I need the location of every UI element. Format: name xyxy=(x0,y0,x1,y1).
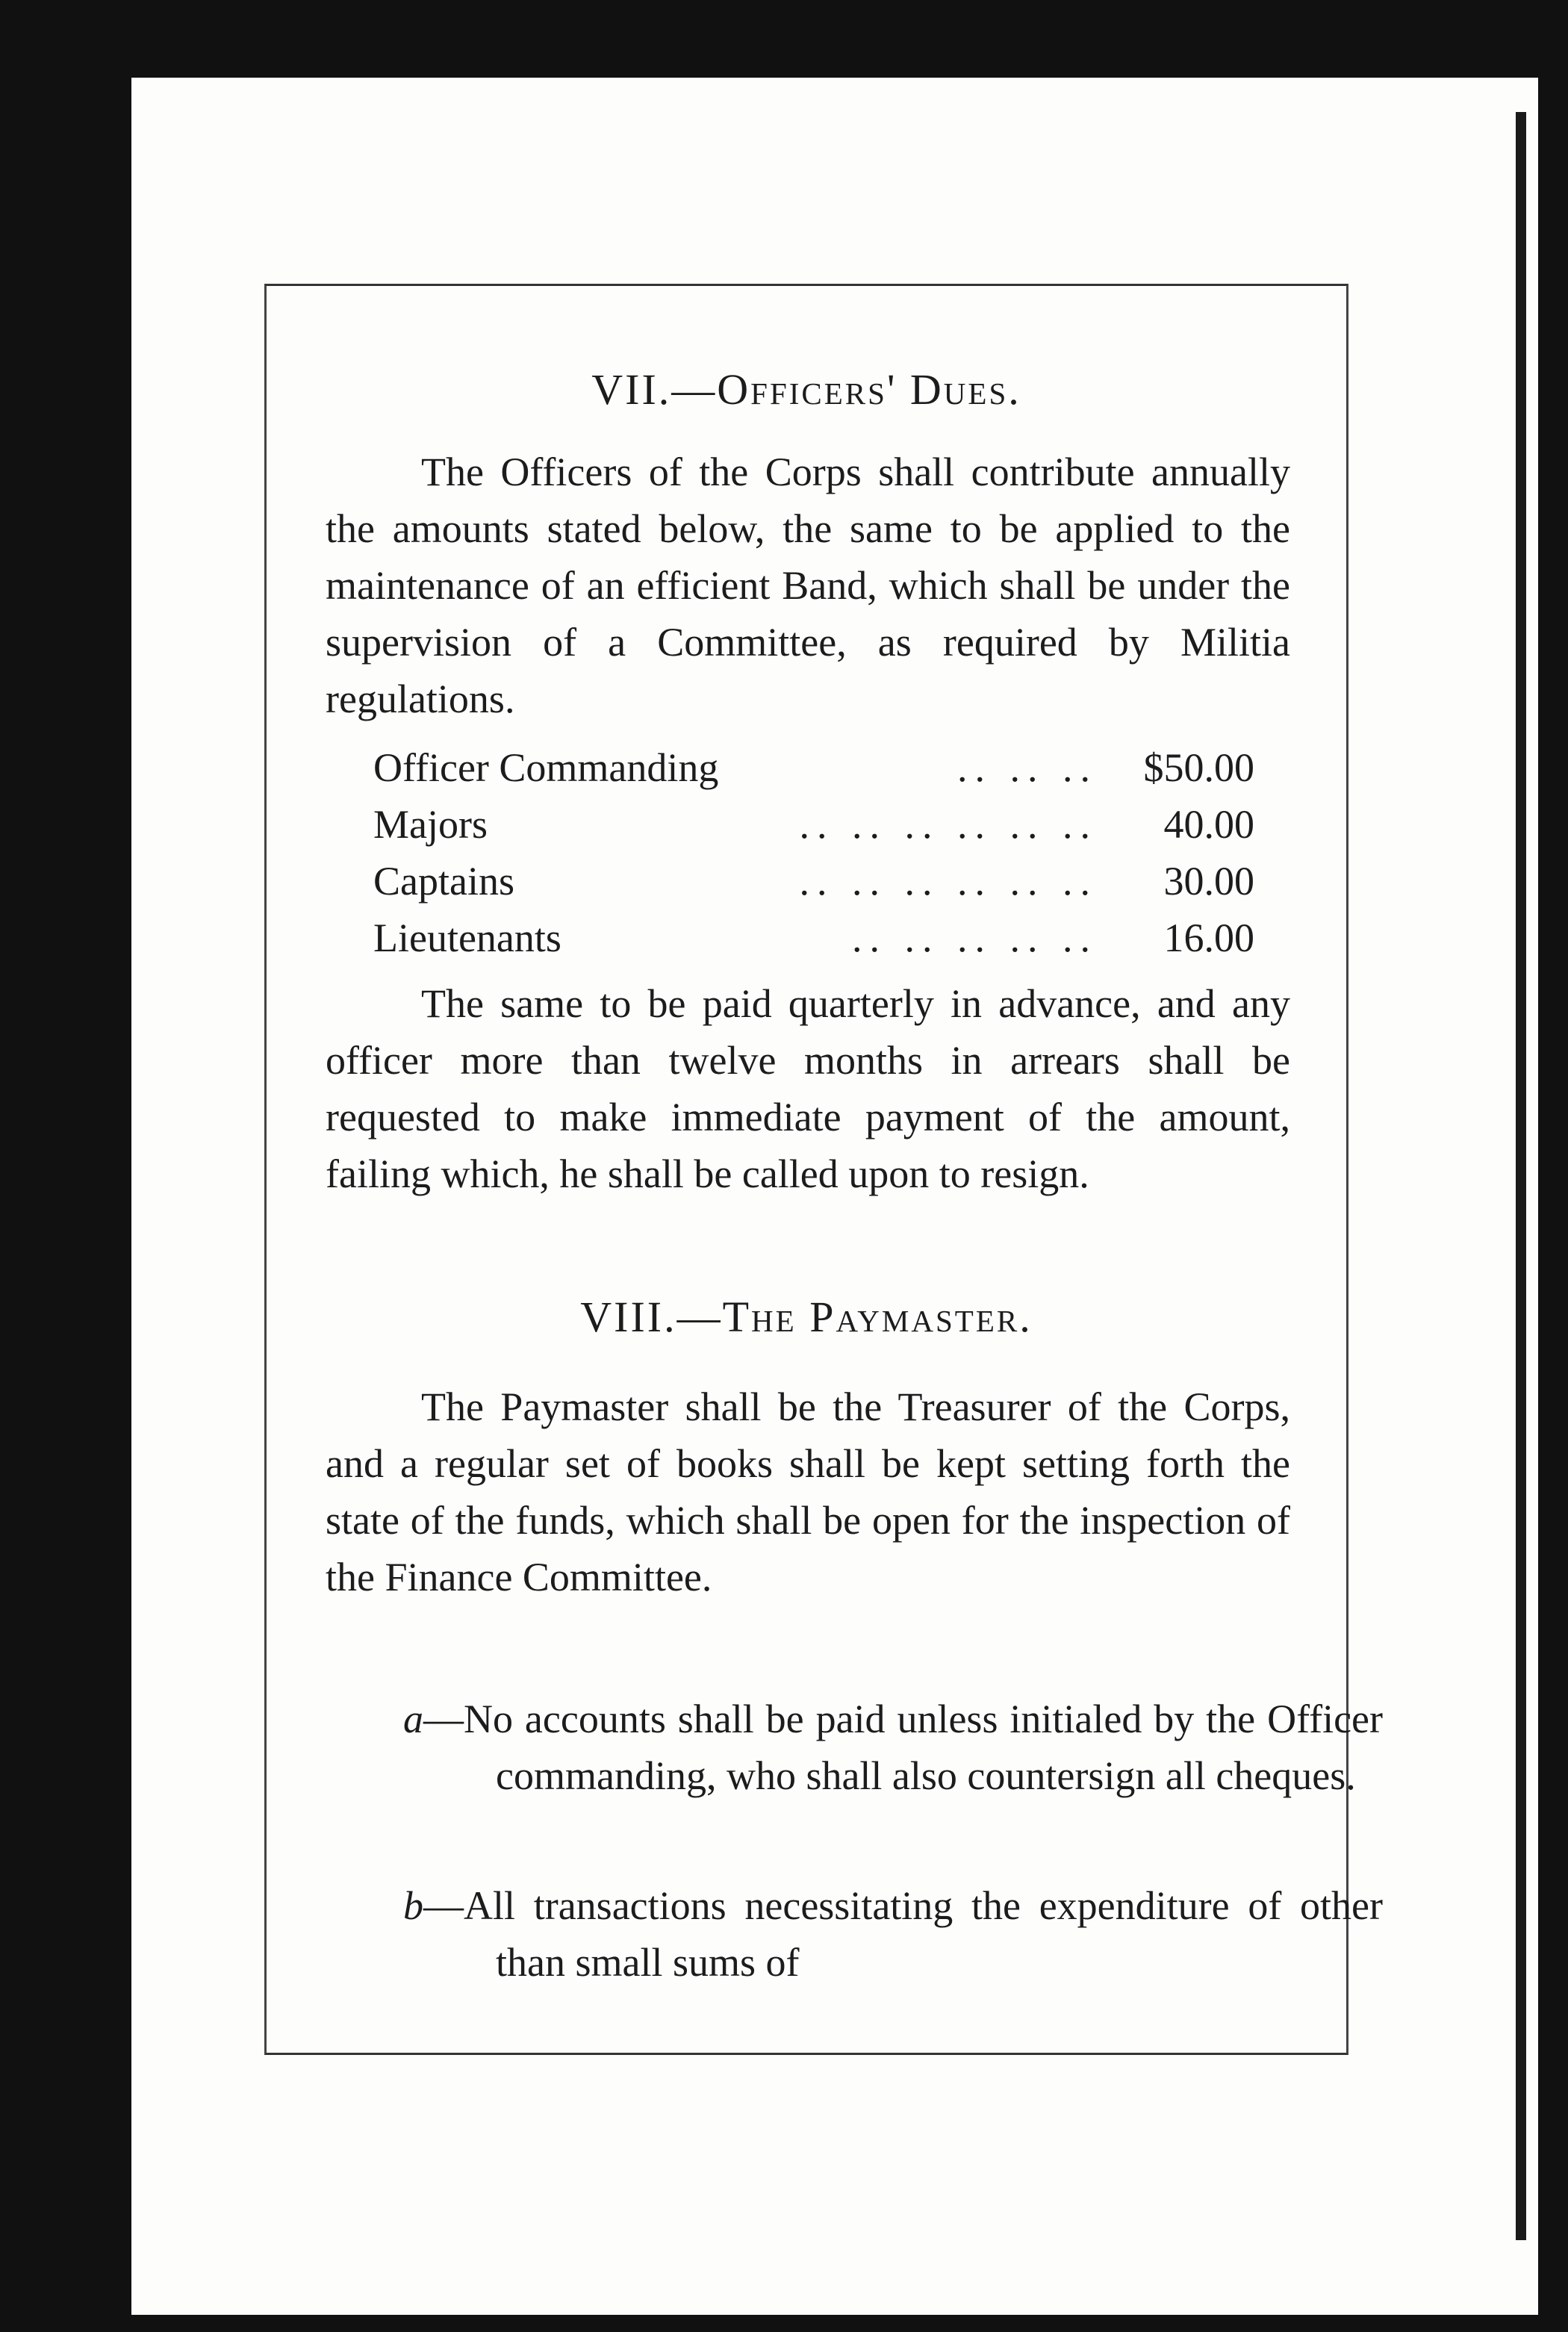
dues-amount: 40.00 xyxy=(1163,802,1254,847)
section-8-intro: The Paymaster shall be the Treasurer of the Corps, and a regular set of books shall be kept setting forth the state of the funds, which shall be open for the inspection of the Finance Committee. xyxy=(326,1384,1290,1599)
dues-leader: .. .. .. .. .. xyxy=(852,915,1098,960)
dues-table xyxy=(373,739,1254,966)
dues-rank: Captains xyxy=(373,859,514,904)
section-8-number: VIII.— xyxy=(580,1293,723,1341)
dues-rank: Officer Commanding xyxy=(373,745,719,790)
dues-leader: .. .. .. .. .. .. xyxy=(799,859,1098,904)
dues-rank: Lieutenants xyxy=(373,915,561,960)
item-text: —All transactions necessitating the expenditure of other than small sums of xyxy=(423,1883,1383,1985)
page-edge xyxy=(1516,112,1526,2240)
item-letter: a xyxy=(403,1697,423,1741)
dues-amount: 16.00 xyxy=(1163,915,1254,960)
dues-row xyxy=(373,796,1254,853)
dues-row xyxy=(373,910,1254,966)
dues-row xyxy=(373,853,1254,910)
section-7-heading xyxy=(264,364,1348,414)
section-8-title: The Paymaster. xyxy=(722,1293,1033,1341)
dues-leader: .. .. .. .. .. .. xyxy=(799,802,1098,847)
dues-leader: .. .. .. xyxy=(957,745,1098,790)
section-8-heading xyxy=(264,1292,1348,1342)
list-item xyxy=(403,1877,1383,1991)
dues-amount: $50.00 xyxy=(1143,745,1254,790)
dues-amount: 30.00 xyxy=(1163,859,1254,904)
section-7-closing: The same to be paid quarterly in advance, and any officer more than twelve months in arrears shall be requested to make immediate payment of the amount, failing which, he shall be called upon to resign. xyxy=(326,981,1290,1196)
section-7-title: Officers' Dues. xyxy=(717,365,1021,414)
section-7-number: VII.— xyxy=(591,365,718,414)
list-item xyxy=(403,1691,1383,1804)
item-text: —No accounts shall be paid unless initialed by the Officer commanding, who shall also countersign all cheques. xyxy=(423,1697,1383,1798)
dues-row xyxy=(373,739,1254,796)
item-letter: b xyxy=(403,1883,423,1928)
dues-rank: Majors xyxy=(373,802,488,847)
section-7-intro: The Officers of the Corps shall contribute annually the amounts stated below, the same to be applied to the maintenance of an efficient Band, which shall be under the supervision of a Committee, as required by Militia regulations. xyxy=(326,450,1290,721)
